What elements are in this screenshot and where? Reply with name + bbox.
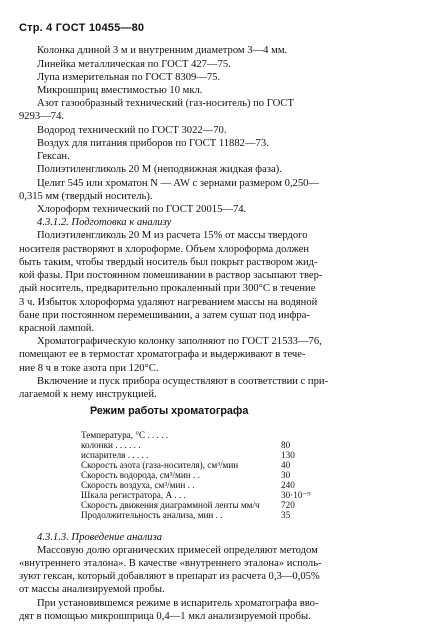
text-line: Водород технический по ГОСТ 3022—70. xyxy=(37,125,227,136)
text-line: Воздух для питания приборов по ГОСТ 11882—73. xyxy=(37,138,269,149)
row-value: 720 xyxy=(281,500,295,510)
row-label: Продолжительность анализа, мин . . xyxy=(81,510,223,520)
section-heading: 4.3.1.3. Проведение анализа xyxy=(37,532,162,543)
text-line: бане при постоянном перемешивании, а затем сушат под инфра- xyxy=(19,310,310,321)
text-line: «внутреннего эталона». В качестве «внутреннего эталона» исполь- xyxy=(19,558,322,569)
page-header: Стр. 4 ГОСТ 10455—80 xyxy=(19,22,145,34)
row-value: 40 xyxy=(281,460,291,470)
text-line: При установившемся режиме в испаритель хроматографа вво- xyxy=(37,598,319,609)
text-line: Хлороформ технический по ГОСТ 20015—74. xyxy=(37,204,247,215)
text-line: носителя растворяют в хлороформе. Объем хлороформа должен xyxy=(19,244,310,255)
text-line: помещают ее в термостат хроматографа и выдерживают в тече- xyxy=(19,349,306,360)
text-line: Полиэтиленгликоль 20 М (неподвижная жидкая фаза). xyxy=(37,164,282,175)
text-line: Хроматографическую колонку заполняют по ГОСТ 21533—76, xyxy=(37,336,322,347)
row-label: колонки . . . . . . xyxy=(81,440,141,450)
row-label: испарителя . . . . . xyxy=(81,450,149,460)
row-value: 30·10⁻⁹ xyxy=(281,490,311,500)
text-line: Гексан. xyxy=(37,151,70,162)
row-value: 80 xyxy=(281,440,291,450)
row-value: 240 xyxy=(281,480,295,490)
row-value: 35 xyxy=(281,510,291,520)
row-label: Шкала регистратора, А . . . xyxy=(81,490,186,500)
text-line: Массовую долю органических примесей определяют методом xyxy=(37,545,318,556)
text-line: быть таким, чтобы твердый носитель был покрыт раствором жид- xyxy=(19,257,318,268)
section-heading: 4.3.1.2. Подготовка к анализу xyxy=(37,217,172,228)
text-line: зуют гексан, который добавляют в препарат из расчета 0,3—0,05% xyxy=(19,571,320,582)
text-line: лагаемой к нему инструкцией. xyxy=(19,389,157,400)
text-line: красной лампой. xyxy=(19,323,95,334)
row-label: Температура, °С . . . . . xyxy=(81,430,169,440)
row-label: Скорость водорода, см³/мин . . xyxy=(81,470,200,480)
text-line: ние 8 ч в токе азота при 120°С. xyxy=(19,363,159,374)
text-line: 9293—74. xyxy=(19,111,65,122)
text-line: Колонка длиной 3 м и внутренним диаметром 3—4 мм. xyxy=(37,45,288,56)
text-line: 0,315 мм (твердый носитель). xyxy=(19,191,153,202)
row-label: Скорость азота (газа-носителя), см³/мин xyxy=(81,460,239,470)
text-line: Лупа измерительная по ГОСТ 8309—75. xyxy=(37,72,221,83)
text-line: Микрошприц вместимостью 10 мкл. xyxy=(37,85,203,96)
text-line: Азот газообразный технический (газ-носитель) по ГОСТ xyxy=(37,98,294,109)
text-line: Линейка металлическая по ГОСТ 427—75. xyxy=(37,59,231,70)
text-line: дый носитель, предварительно прокаленный при 300°С в течение xyxy=(19,283,316,294)
row-label: Скорость воздуха, см³/мин . . xyxy=(81,480,195,490)
row-value: 130 xyxy=(281,450,295,460)
text-line: кой фазы. При постоянном помешивании в раствор засыпают твер- xyxy=(19,270,323,281)
text-line: Полиэтиленгликоль 20 М из расчета 15% от массы твердого xyxy=(37,230,308,241)
table-heading: Режим работы хроматографа xyxy=(90,405,249,417)
row-label: Скорость движения диаграммной ленты мм/ч xyxy=(81,500,260,510)
text-line: дят в помощью микрошприца 0,4—1 мкл анализируемой пробы. xyxy=(19,611,311,622)
text-line: Целит 545 или хроматон N — AW с зернами размером 0,250— xyxy=(37,178,320,189)
text-line: 3 ч. Избыток хлороформа удаляют нагреванием массы на водяной xyxy=(19,297,318,308)
row-value: 30 xyxy=(281,470,291,480)
text-line: от массы анализируемой пробы. xyxy=(19,584,165,595)
text-line: Включение и пуск прибора осуществляют в соответствии с при- xyxy=(37,376,329,387)
